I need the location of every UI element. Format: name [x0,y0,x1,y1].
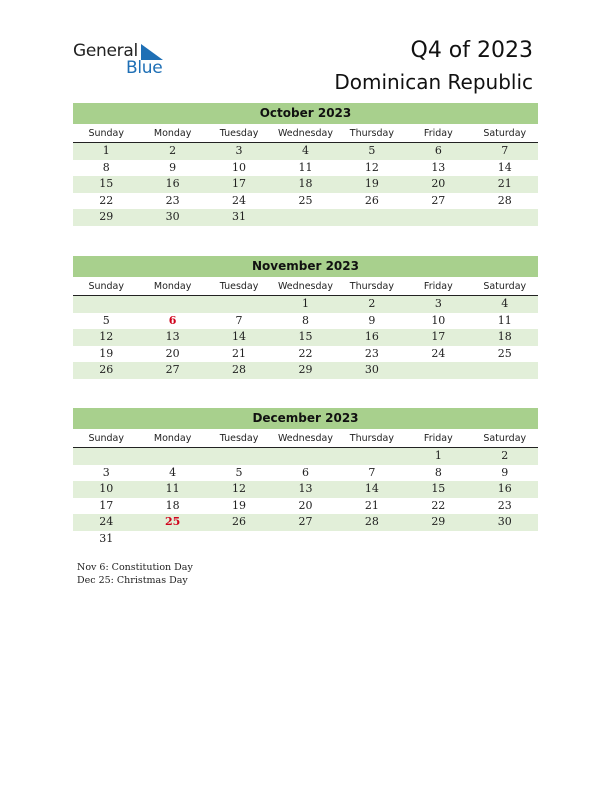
day-cell: 18 [298,177,313,190]
day-cell: 15 [298,330,313,343]
day-cell: 23 [497,498,512,512]
weekday-label: Thursday [349,281,394,292]
day-cell: 5 [368,144,376,157]
day-cell: 25 [298,193,313,207]
day-cell: 23 [364,346,379,360]
day-cell: 13 [165,330,180,343]
day-cell: 17 [99,498,114,512]
weekday-label: Saturday [483,128,527,139]
day-cell [139,296,205,313]
week-row [73,465,538,482]
week-row [73,498,538,515]
day-cell: 1 [434,449,442,462]
day-cell: 20 [431,177,446,190]
weekday-label: Tuesday [219,281,259,292]
week-row [73,346,538,363]
day-cell: 12 [232,482,247,495]
day-cell: 5 [235,465,243,479]
day-cell: 27 [431,193,446,207]
week-row [73,329,538,346]
holiday-note: Nov 6: Constitution Day [77,562,193,573]
week-row [73,481,538,498]
day-cell: 22 [431,498,446,512]
weekday-label: Sunday [88,128,124,139]
day-cell: 18 [497,330,512,343]
day-cell: 11 [497,313,512,327]
month-calendar [73,408,538,547]
day-cell [405,531,471,548]
logo-general-text: General [73,41,138,61]
day-cell: 15 [99,177,114,190]
weekday-label: Wednesday [277,281,333,292]
day-cell: 8 [102,160,110,174]
day-cell: 8 [301,313,309,327]
holiday-notes [77,561,193,587]
day-cell: 20 [165,346,180,360]
day-cell: 13 [298,482,313,495]
day-cell: 2 [501,449,509,462]
day-cell: 3 [102,465,110,479]
day-cell: 2 [169,144,177,157]
day-cell [339,209,405,226]
week-row [73,209,538,226]
day-cell [206,531,272,548]
generalblue-logo [73,41,173,81]
day-cell [472,209,538,226]
day-cell [472,531,538,548]
weekday-label: Friday [423,128,453,139]
weekday-header-row [73,430,538,448]
day-cell: 24 [431,346,446,360]
day-cell: 10 [99,482,114,495]
day-cell: 30 [497,515,512,528]
holiday-note: Dec 25: Christmas Day [77,575,188,586]
day-cell: 15 [431,482,446,495]
day-cell: 9 [501,465,509,479]
country-subtitle: Dominican Republic [334,70,533,94]
day-cell: 2 [368,297,376,310]
holiday-day-cell: 6 [168,313,177,327]
day-cell [139,448,205,465]
day-cell: 16 [165,177,180,190]
weekday-label: Tuesday [219,433,259,444]
week-row [73,160,538,177]
day-cell [272,448,338,465]
day-cell: 21 [364,498,379,512]
weekday-label: Saturday [483,433,527,444]
weekday-label: Saturday [483,281,527,292]
day-cell [339,448,405,465]
day-cell: 29 [431,515,446,528]
day-cell [272,209,338,226]
day-cell: 5 [102,313,110,327]
week-row [73,514,538,531]
day-cell: 28 [232,363,247,376]
day-cell: 28 [364,515,379,528]
day-cell: 7 [368,465,376,479]
day-cell [472,362,538,379]
day-cell: 1 [102,144,110,157]
day-cell: 11 [165,482,180,495]
day-cell: 24 [99,515,114,528]
day-cell: 11 [298,160,313,174]
day-cell: 14 [497,160,512,174]
day-cell [405,362,471,379]
day-cell [206,296,272,313]
weekday-label: Sunday [88,281,124,292]
day-cell [272,531,338,548]
weekday-label: Wednesday [277,128,333,139]
day-cell: 4 [301,144,309,157]
day-cell [73,448,139,465]
day-cell: 18 [165,498,180,512]
day-cell [405,209,471,226]
day-cell: 7 [501,144,509,157]
weekday-label: Monday [153,128,192,139]
month-title: November 2023 [73,256,538,277]
day-cell: 16 [364,330,379,343]
month-calendar [73,256,538,379]
day-cell: 19 [232,498,247,512]
day-cell: 21 [232,346,247,360]
day-cell: 20 [298,498,313,512]
day-cell [73,296,139,313]
day-cell: 31 [232,210,247,223]
month-title: December 2023 [73,408,538,429]
week-row [73,296,538,313]
day-cell: 17 [431,330,446,343]
weekday-label: Monday [153,433,192,444]
day-cell: 29 [99,210,114,223]
weekday-label: Wednesday [277,433,333,444]
day-cell: 30 [364,363,379,376]
day-cell: 26 [99,363,114,376]
week-row [73,448,538,465]
day-cell [139,531,205,548]
day-cell [339,531,405,548]
day-cell: 26 [232,515,247,528]
weekday-header-row [73,278,538,296]
week-row [73,193,538,210]
day-cell: 3 [434,297,442,310]
day-cell: 27 [298,515,313,528]
day-cell: 14 [232,330,247,343]
week-row [73,362,538,379]
day-cell: 4 [501,297,509,310]
month-calendar [73,103,538,226]
day-cell: 10 [232,160,247,174]
page-title: Q4 of 2023 [410,38,533,63]
week-row [73,531,538,548]
day-cell: 23 [165,193,180,207]
weekday-label: Sunday [88,433,124,444]
weekday-header-row [73,125,538,143]
week-row [73,143,538,160]
day-cell: 16 [497,482,512,495]
day-cell: 14 [364,482,379,495]
day-cell: 28 [497,193,512,207]
day-cell: 30 [165,210,180,223]
day-cell: 22 [99,193,114,207]
day-cell: 6 [301,465,309,479]
day-cell: 8 [434,465,442,479]
day-cell: 25 [497,346,512,360]
day-cell: 24 [232,193,247,207]
weekday-label: Thursday [349,433,394,444]
month-title: October 2023 [73,103,538,124]
day-cell: 1 [301,297,309,310]
day-cell: 12 [364,160,379,174]
logo-blue-text: Blue [126,58,163,78]
day-cell: 9 [368,313,376,327]
day-cell: 27 [165,363,180,376]
weekday-label: Tuesday [219,128,259,139]
weekday-label: Monday [153,281,192,292]
day-cell: 29 [298,363,313,376]
week-row [73,313,538,330]
day-cell: 19 [364,177,379,190]
day-cell: 3 [235,144,243,157]
day-cell: 13 [431,160,446,174]
day-cell [206,448,272,465]
day-cell: 4 [169,465,177,479]
day-cell: 31 [99,531,114,545]
day-cell: 26 [364,193,379,207]
day-cell: 7 [235,313,243,327]
holiday-day-cell: 25 [164,515,181,528]
day-cell: 6 [434,144,442,157]
day-cell: 21 [497,177,512,190]
day-cell: 10 [431,313,446,327]
week-row [73,176,538,193]
day-cell: 12 [99,330,114,343]
day-cell: 22 [298,346,313,360]
weekday-label: Thursday [349,128,394,139]
weekday-label: Friday [423,281,453,292]
day-cell: 17 [232,177,247,190]
day-cell: 9 [169,160,177,174]
weekday-label: Friday [423,433,453,444]
day-cell: 19 [99,346,114,360]
